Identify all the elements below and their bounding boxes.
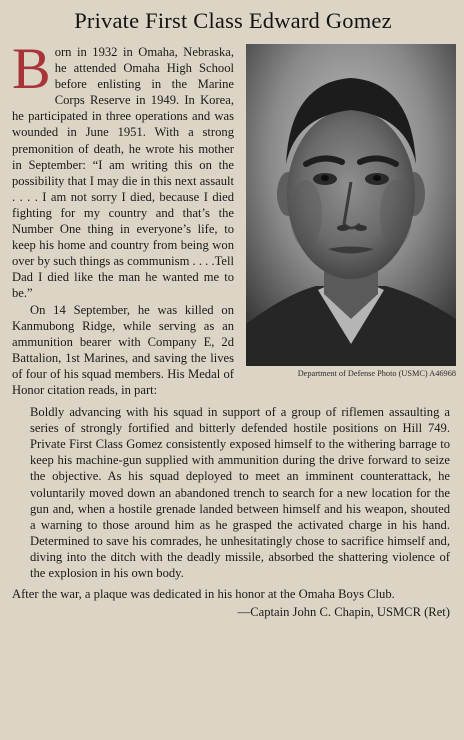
portrait-figure xyxy=(246,44,456,379)
photo-caption: Department of Defense Photo (USMC) A46968 xyxy=(297,369,456,378)
citation-quote: Boldly advancing with his squad in support of a group of riflemen assaulting a series of strongly fortified and bitterly defended hostile positions on Hill 749. Private First Class Gomez consistently exposed himself to the withering barrage to keep his machine-gun supplied with ammunition during the drive forward to seize the objective. As his squad deployed to meet an imminent counterattack, he voluntarily moved down an abandoned trench to search for a new location for the gun and, when a hostile grenade landed between himself and his weapon, shouted a warning to those around him as he grasped the activated charge in his hand. Determined to save his comrades, he unhesitatingly chose to sacrifice himself and, diving into the ditch with the deadly missile, absorbed the shattering violence of the explosion in his own body. xyxy=(30,405,450,580)
author-signature: —Captain John C. Chapin, USMCR (Ret) xyxy=(237,605,450,620)
intro-text: orn in 1932 in Omaha, Nebraska, he attended Omaha High School before enlisting in the Marine Corps Reserve in 1949. In Korea, he participated in three operations and was wounded in June 1951. With a strong premonition of death, he wrote his mother in September: “I am writing this on the possibility that I may die in this next assault . . . . I am not sorry I died, because I died fighting for my country and that’s the Number One thing in everyone’s life, to keep his home and country from being won over by such things as communism . . . .Tell Dad I died like the man he wanted me to be.” xyxy=(12,45,234,301)
death-paragraph: On 14 September, he was killed on Kanmubong Ridge, while serving as an ammunition bearer with Company E, 2d Battalion, 1st Marines, and saving the lives of four of his squad members. His Medal of Honor citation reads, in part: xyxy=(12,302,234,397)
drop-cap: B xyxy=(12,36,51,101)
portrait-illustration xyxy=(246,44,456,366)
portrait-photo xyxy=(246,44,456,366)
page-title: Private First Class Edward Gomez xyxy=(74,8,392,33)
closing-paragraph: After the war, a plaque was dedicated in his honor at the Omaha Boys Club. xyxy=(12,587,395,602)
